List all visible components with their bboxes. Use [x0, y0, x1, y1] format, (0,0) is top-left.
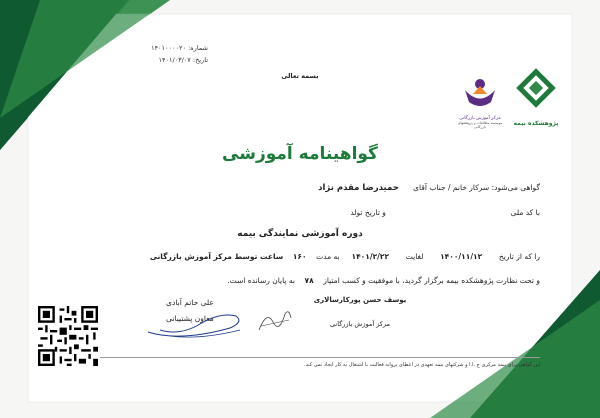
certificate-date: [138, 56, 208, 64]
certificate-number: [138, 44, 208, 52]
left-org-logo: [455, 72, 505, 132]
to-label: لغایت: [405, 252, 424, 261]
national-code-label: با کد ملی: [510, 208, 540, 217]
left-org-caption: مرکز آموزش بازرگانی: [459, 116, 501, 121]
left-signer-title: معاون پشتیبانی: [166, 314, 214, 323]
number-label: شماره:: [188, 44, 208, 52]
right-signature-scribble: [255, 306, 295, 336]
left-signer-name: علی حاتم آبادی: [166, 298, 214, 307]
line4-prefix: و تحت نظارت پژوهشکده بیمه برگزار گردید، با موفقیت و کسب امتیاز: [323, 276, 540, 285]
date-label: تاریخ:: [192, 56, 208, 64]
number-value: ۱۴۰۱۰۰۰۰۲۰: [151, 44, 186, 52]
hours: ۱۶۰: [292, 252, 307, 261]
from-label: را که از تاریخ: [498, 252, 540, 261]
trade-center-logo-icon: [455, 72, 505, 112]
body-line-1: [80, 183, 540, 193]
footer-note: این گواهی برای بیمه مرکزی ج .ا.ا و شرکتهای بیمه تعهدی در اعطای پروانه فعالیت یا اشتغال به کار ایجاد نمی کند.: [304, 362, 540, 368]
date-from: ۱۴۰۰/۱۱/۱۲: [440, 252, 483, 261]
line4-suffix: به پایان رسانده است.: [227, 276, 295, 285]
right-org-caption: پژوهشکده بیمه: [513, 120, 559, 127]
body-line-3: [60, 252, 540, 261]
right-signer-title: مرکز آموزش بازرگانی: [330, 320, 390, 328]
left-signature-scribble: [140, 306, 250, 342]
body-line-2: [80, 208, 540, 217]
line1-prefix: گواهی می‌شود: سرکار خانم / جناب آقای: [413, 183, 540, 192]
body-line-4: [60, 276, 540, 285]
insurance-research-logo-icon: [508, 66, 564, 116]
duration-label: به مدت: [316, 252, 340, 261]
person-name: حمیدرضا مقدم نژاد: [318, 183, 399, 193]
birthdate-label: و تاریخ تولد: [350, 208, 386, 217]
certificate-title: گواهینامه آموزشی: [222, 144, 378, 164]
score: ۷۸: [304, 276, 314, 285]
bismillah: بسمه تعالی: [281, 72, 319, 80]
right-signer-name: یوسف حسن پورکارسالاری: [313, 296, 407, 304]
qr-code-icon: [38, 306, 98, 366]
date-to: ۱۴۰۱/۲/۲۲: [351, 252, 390, 261]
date-value: ۱۴۰۱/۰۳/۰۷: [158, 56, 191, 64]
footer-divider: [100, 357, 540, 358]
hours-rest: ساعت توسط مرکز آموزش بازرگانی: [149, 252, 284, 261]
course-name: دوره آموزشی نمایندگی بیمه: [237, 229, 363, 239]
right-org-logo: [508, 66, 564, 136]
left-org-sub: موسسه مطالعات و پژوهشهای بازرگانی: [457, 121, 503, 129]
